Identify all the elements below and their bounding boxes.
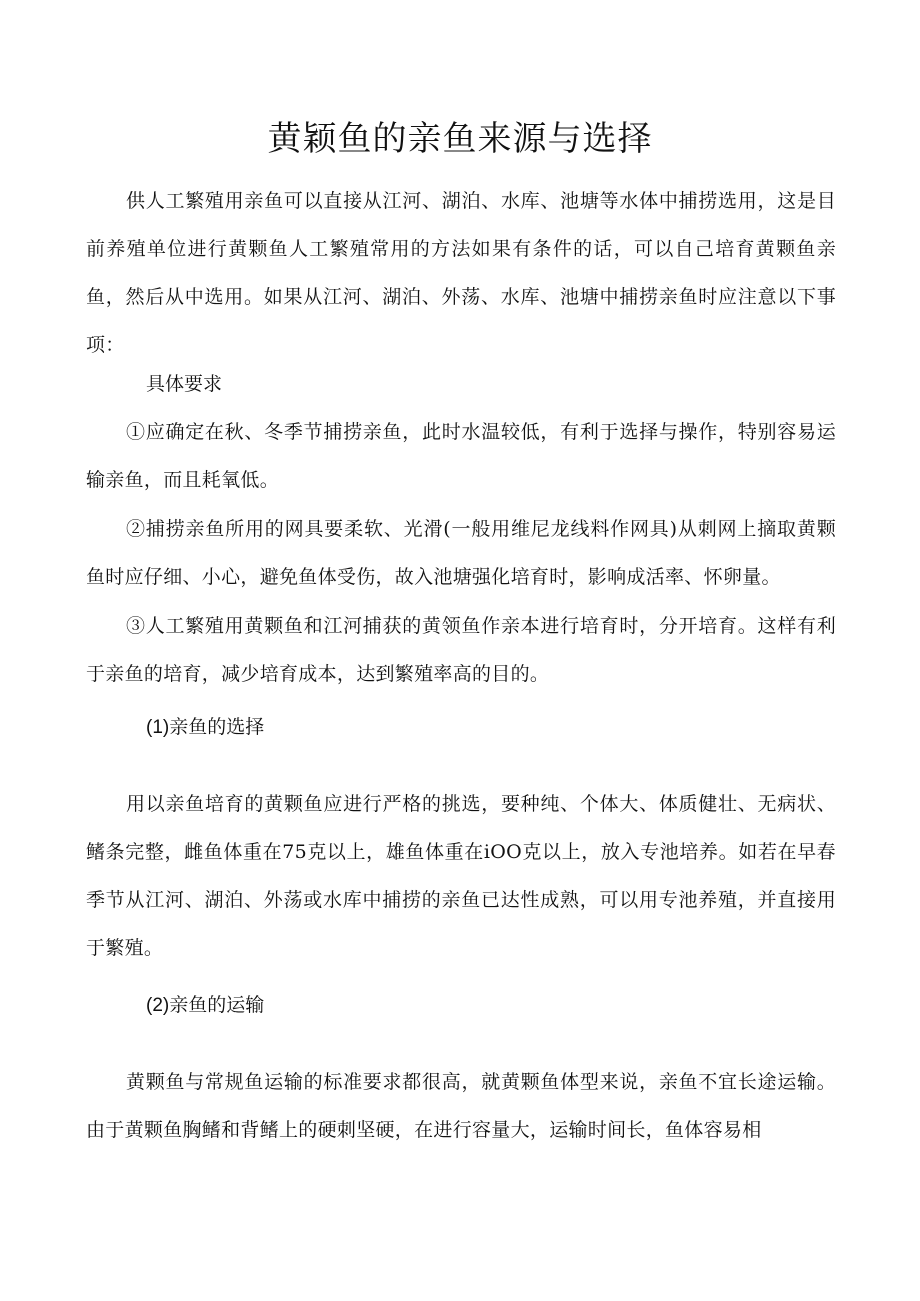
document-title: 黄颖鱼的亲鱼来源与选择 [267, 120, 653, 158]
section-heading-selection: (1)亲鱼的选择 [146, 717, 265, 738]
intro-paragraph: 供人工繁殖用亲鱼可以直接从江河、湖泊、水库、池塘等水体中捕捞选用，这是目前养殖单位进行黄颗鱼人工繁殖常用的方法如果有条件的话，可以自己培育黄颗鱼亲鱼，然后从中选用。如果从江河、湖泊、外荡、水库、池塘中捕捞亲鱼时应注意以下事项： [86, 190, 836, 356]
section-body-selection: 用以亲鱼培育的黄颗鱼应进行严格的挑选，要种纯、个体大、体质健壮、无病状、鳍条完整，雌鱼体重在75克以上，雄鱼体重在iOO克以上，放入专池培养。如若在早春季节从江河、湖泊、外荡或水库中捕捞的亲鱼已达性成熟，可以用专池养殖，并直接用于繁殖。 [86, 793, 836, 959]
section-heading-transport: (2)亲鱼的运输 [146, 995, 265, 1016]
requirement-item-3: ③人工繁殖用黄颗鱼和江河捕获的黄领鱼作亲本进行培育时，分开培育。这样有利于亲鱼的培育，减少培育成本，达到繁殖率高的目的。 [86, 615, 836, 685]
requirement-item-1: ①应确定在秋、冬季节捕捞亲鱼，此时水温较低，有利于选择与操作，特别容易运输亲鱼，而且耗氧低。 [86, 421, 836, 491]
requirements-heading: 具体要求 [146, 373, 223, 395]
section-body-transport: 黄颗鱼与常规鱼运输的标准要求都很高，就黄颗鱼体型来说，亲鱼不宜长途运输。由于黄颗鱼胸鳍和背鳍上的硬刺坚硬，在进行容量大，运输时间长，鱼体容易相 [86, 1071, 836, 1141]
requirement-item-2: ②捕捞亲鱼所用的网具要柔软、光滑(一般用维尼龙线料作网具)从刺网上摘取黄颗鱼时应仔细、小心，避免鱼体受伤，故入池塘强化培育时，影响成活率、怀卵量。 [86, 518, 836, 588]
